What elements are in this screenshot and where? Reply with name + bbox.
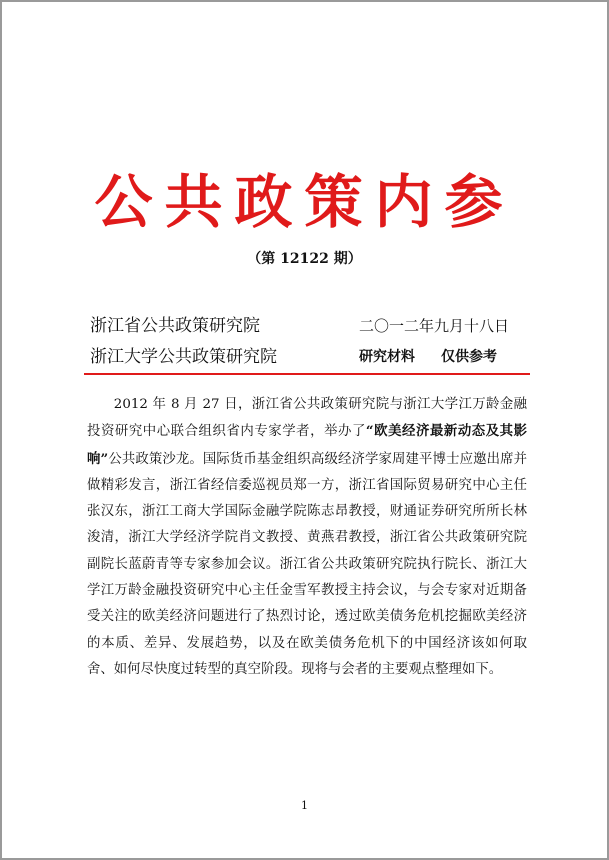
header-divider: [84, 373, 530, 375]
salon-title-highlight: “欧美经济最新动态及其影响”: [87, 423, 528, 467]
organization-university: 浙江大学公共政策研究院: [90, 347, 277, 367]
material-info: [359, 346, 497, 368]
reference-note: 仅供参考: [441, 349, 497, 365]
body-text-part2: 公共政策沙龙。国际货币基金组织高级经济学家周建平博士应邀出席并做精彩发言，浙江省经信委巡视员郑一方，浙江省国际贸易研究中心主任张汉东，浙江工商大学国际金融学院陈志昂教授，财通证券研究所所长林浚清，浙江大学经济学院肖文教授、黄燕君教授，浙江省公共政策研究院副院长蓝蔚青等专家参加会议。浙江省公共政策研究院执行院长、浙江大学江万龄金融投资研究中心主任金雪军教授主持会议，与会专家对近期备受关注的欧美经济问题进行了热烈讨论，透过欧美债务危机挖掘欧美经济的本质、差异、发展趋势，以及在欧美债务危机下的中国经济该如何取舍、如何尽快度过转型的真空阶段。现将与会者的主要观点整理如下。: [87, 451, 528, 677]
organization-provincial: 浙江省公共政策研究院: [90, 316, 260, 336]
body-text-part1: 2012 年 8 月 27 日，浙江省公共政策研究院与浙江大学江万龄金融投资研究中心联合组织省内专家学者，举办了: [87, 397, 527, 440]
issue-number: （第 12122 期）: [247, 251, 362, 267]
publish-date: 二〇一二年九月十八日: [359, 317, 510, 335]
material-type: 研究材料: [359, 349, 415, 365]
masthead-title: 公共政策内参: [94, 168, 515, 236]
body-paragraph: [87, 392, 527, 683]
page-number: 1: [301, 799, 308, 812]
